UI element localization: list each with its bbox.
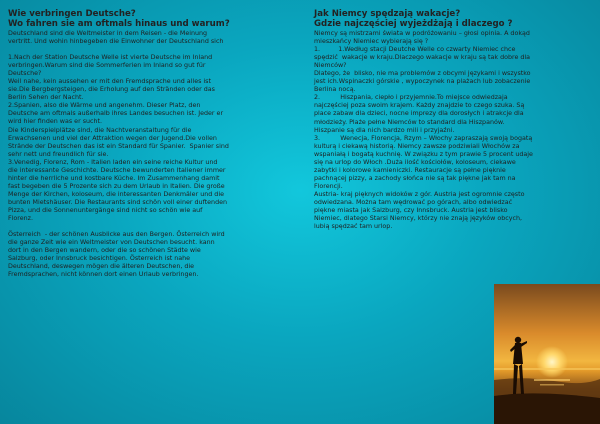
german-intro: Deutschland sind die Weltmeister in dem Reisen - die Meinung vertritt. Und wohin hinbegeben die Einwohner der Deutschland sich xyxy=(8,30,224,46)
polish-column xyxy=(314,9,596,231)
polish-body: Niemcy są mistrzami świata w podróżowaniu – głosi opinia. A dokąd mieszkańcy Niemiec wybierają się ? 1. 1.Według stacji Deutche Welle co czwarty Niemiec chce spędzić wakacje w kraju.Dlaczego wakacje w kraju są tak dobre dla Niemców? Dlatego, że blisko, nie ma problemów z obcymi językami i wszystko jest ich.Wspinaczki górskie , wypoczynek na plażach lub zobaczenie Berlina nocą. 2. Hiszpania, ciepło i przyjemnie.To miejsce odwiedzaja najczęściej poza swoim krajem. Każdy znajdzie to czego szuka. Są place zabaw dla dzieci, nocne imprezy dla dorosłych i atrakcje dla młodzieży. Plaże pełne Niemców to standard dla Hiszpanów. Hiszpanie są dla nich bardzo mili i przyjaźni. 3. Wenecja, Florencja, Rzym – Włochy zapraszają swoją bogatą kulturą i ciekawą historią. Niemcy zawsze podziwiali Włochów za wspaniałą i bogatą kuchnię. W związku z tym prawie 5 procent udaje się na urlop do Włoch .Duża ilość kościołów, koloseum, ciekawe zabytki i kolorowe kamieniczki. Restauracje są pełne pięknie pachnącej pizzy, a zachody słońca nie są tak piękne jak tam na Florencji. Austria- kraj pięknych widoków z gór. Austria jest ogromnie często odwiedzana. Można tam wędrować po górach, albo odwiedzać piękne miasta jak Salzburg, czy Innsbruck. Austria jest blisko Niemiec, dlatego Starsi Niemcy, którzy nie znają języków obcych, lubią spędzać tam urlop. xyxy=(314,30,533,231)
german-heading-line-1: Wie verbringen Deutsche? xyxy=(8,9,136,19)
german-heading-line-2: Wo fahren sie am oftmals hinaus und warum? xyxy=(8,19,230,29)
polish-heading-line-2: Gdzie najczęściej wyjeżdżają i dlaczego ? xyxy=(314,19,513,29)
german-column xyxy=(8,9,290,279)
german-austria: Österreich - der schönen Ausblicke aus den Bergen. Österreich wird die ganze Zeit wie ein Weltmeister von Deutschen besucht. kann dort in den Bergen wandern, oder die so schönen Städte wie Salzburg, oder Innsbruck besichtigen. Österreich ist nahe Deutschland, deswegen mögen die älteren Deutschen, die Fremdsprachen, nicht können dort einen Urlaub verbringen. xyxy=(8,231,225,279)
german-destinations: 1.Nach der Station Deutsche Welle ist vierte Deutsche im Inland verbringen.Warum sind die Sommerferien im Inland so gut für Deutsche? Weil nahe, kein aussehen er mit den Fremdsprache und alles ist sie.Die Bergbergsteigen, die Erholung auf den Stränden oder das Berlin Sehen der Nacht. 2.Spanien, also die Wärme und angenehm. Dieser Platz, den Deutsche am oftmals außerhalb ihres Landes besuchen ist. Jeder er wird hier finden was er sucht. Die Kinderspielplätze sind, die Nachtveranstaltung für die Erwachsenen und viel der Attraktion wegen der Jugend.Die vollen Strände der Deutschen das ist ein Standard für Spanier. Spanier sind sehr nett und freundlich für sie. 3.Venedig, Florenz, Rom - Italien laden ein seine reiche Kultur und die interessante Geschichte. Deutsche bewunderten Italiener immer hinter die herrliche und kostbare Küche. Im Zusammenhang damit fast begeben die 5 Prozente sich zu dem Urlaub in Italien. Die große Menge der Kirchen, koloseum, die interessanten Denkmäler und die bunten Mietshäuser. Die Restaurants sind schön voll einer duftenden Pizza, und die Sonnenuntergänge sind nicht so schön wie auf Florenz. xyxy=(8,54,229,223)
polish-heading-line-1: Jak Niemcy spędzają wakacje? xyxy=(314,9,461,19)
sunset-beach-photo xyxy=(494,284,600,424)
